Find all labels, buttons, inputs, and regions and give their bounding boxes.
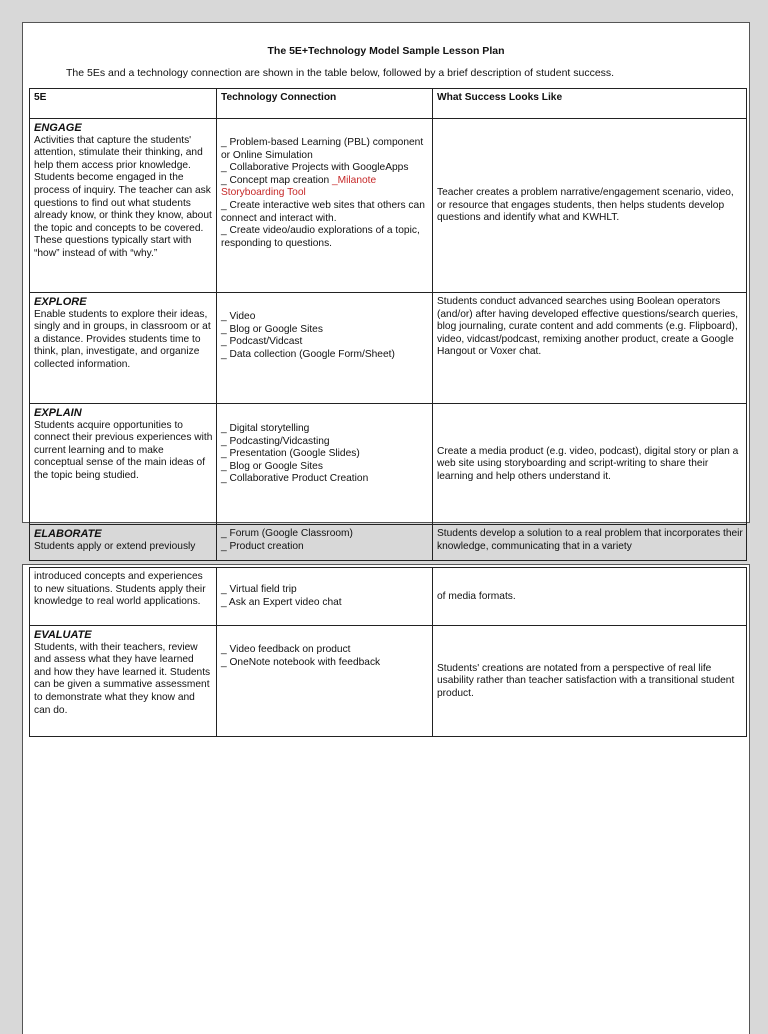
document-page-2 [22,564,750,1034]
explore-success-cell: Students conduct advanced searches using Boolean operators (and/or) after having developed effective questions/search queries, blog journaling, curate content and add comments (e.g. Flipboard), video, vidcast/podcast, remixing another product, create a Google Hangout or Voxer chat. [433,293,747,404]
milanote-link[interactable]: _Milanote Storyboarding Tool [221,174,377,199]
tech-item-prefix: _ Concept map creation [221,174,332,186]
tech-item: _ Create video/audio explorations of a topic, responding to questions. [221,225,420,249]
engage-cell [30,119,217,293]
tech-item: _ Virtual field trip [221,584,297,596]
evaluate-cell [30,626,217,737]
tech-item: _ Data collection (Google Form/Sheet) [221,348,395,360]
tech-item: _ Create interactive web sites that others can connect and interact with. [221,199,425,224]
explain-success-cell: Create a media product (e.g. video, podcast), digital story or plan a web site using storyboarding and script-writing to share their learning and help others understand it. [433,404,747,525]
tech-item: _ Collaborative Projects with GoogleApps [221,162,409,174]
table-row-elaborate [30,525,747,561]
lesson-plan-table [29,88,747,561]
engage-success-cell: Teacher creates a problem narrative/engagement scenario, video, or resource that engages students, then helps students develop questions and identify what and KWHLT. [433,119,747,293]
document-page-1 [22,22,750,552]
explain-cell [30,404,217,525]
tech-item: _ Product creation [221,540,304,552]
table-row-explore [30,293,747,404]
elaborate-tech-cell-continued [217,568,433,626]
tech-item: _ Video [221,311,256,322]
evaluate-description: Students, with their teachers, review and assess what they have learned and how they have learned it. Students can be given a summative assessment to demonstrate what they know and can do. [34,641,211,716]
stage-label-explore: EXPLORE [34,296,87,308]
header-technology-connection: Technology Connection [217,89,433,119]
evaluate-success-cell: Students' creations are notated from a perspective of real life usability rather than teacher satisfaction with a transitional student product. [433,626,747,737]
document-title: The 5E+Technology Model Sample Lesson Plan [267,45,505,57]
explain-tech-cell [217,404,433,525]
document-subtitle: The 5Es and a technology connection are shown in the table below, followed by a brief description of student success. [66,67,615,79]
elaborate-tech-cell [217,525,433,561]
tech-item: _ Problem-based Learning (PBL) component or Online Simulation [221,137,424,161]
explore-description: Enable students to explore their ideas, singly and in groups, in classroom or at a distance. Provides students time to think, plan, investigate, and organize collected information. [34,308,211,370]
tech-item: _ Blog or Google Sites [221,460,323,472]
tech-item: _ Forum (Google Classroom) [221,528,353,539]
tech-item: _ Digital storytelling [221,423,310,434]
tech-item: _ Podcasting/Vidcasting [221,435,330,447]
tech-item-concept-map [221,175,429,200]
elaborate-success-cell-continued: of media formats. [433,568,747,626]
stage-label-explain: EXPLAIN [34,407,82,419]
tech-item: _ Video feedback on product [221,644,351,655]
engage-description: Activities that capture the students' attention, stimulate their thinking, and help them access prior knowledge. Students become engaged in the process of inquiry. The teacher can ask questions to find out what students already know, or think they know, about the topic and concepts to be covered. These questions typically start with “how” instead of with “why.” [34,134,212,259]
tech-item: _ OneNote notebook with feedback [221,656,381,668]
tech-item: _ Blog or Google Sites [221,323,323,335]
table-header-row [30,89,747,119]
tech-item: _ Collaborative Product Creation [221,473,369,485]
stage-label-evaluate: EVALUATE [34,629,92,641]
lesson-plan-table-continued [29,567,747,737]
table-row-explain [30,404,747,525]
table-row-engage [30,119,747,293]
elaborate-description-part1: Students apply or extend previously [34,540,196,552]
explore-tech-cell [217,293,433,404]
elaborate-cell-continued: introduced concepts and experiences to new situations. Students apply their knowledge to real world applications. [30,568,217,626]
tech-item: _ Presentation (Google Slides) [221,448,360,460]
tech-item: _ Podcast/Vidcast [221,336,303,348]
elaborate-success-cell: Students develop a solution to a real problem that incorporates their knowledge, communicating that in a variety [433,525,747,561]
evaluate-tech-cell [217,626,433,737]
engage-tech-cell [217,119,433,293]
header-5e: 5E [30,89,217,119]
explain-description: Students acquire opportunities to connect their previous experiences with current learning and to make conceptual sense of the main ideas of the topic being studied. [34,419,213,481]
table-row-evaluate [30,626,747,737]
stage-label-elaborate: ELABORATE [34,528,102,540]
elaborate-cell [30,525,217,561]
tech-item: _ Ask an Expert video chat [221,597,342,608]
stage-label-engage: ENGAGE [34,122,82,134]
explore-cell [30,293,217,404]
table-row-elaborate-continued [30,568,747,626]
header-success: What Success Looks Like [433,89,747,119]
